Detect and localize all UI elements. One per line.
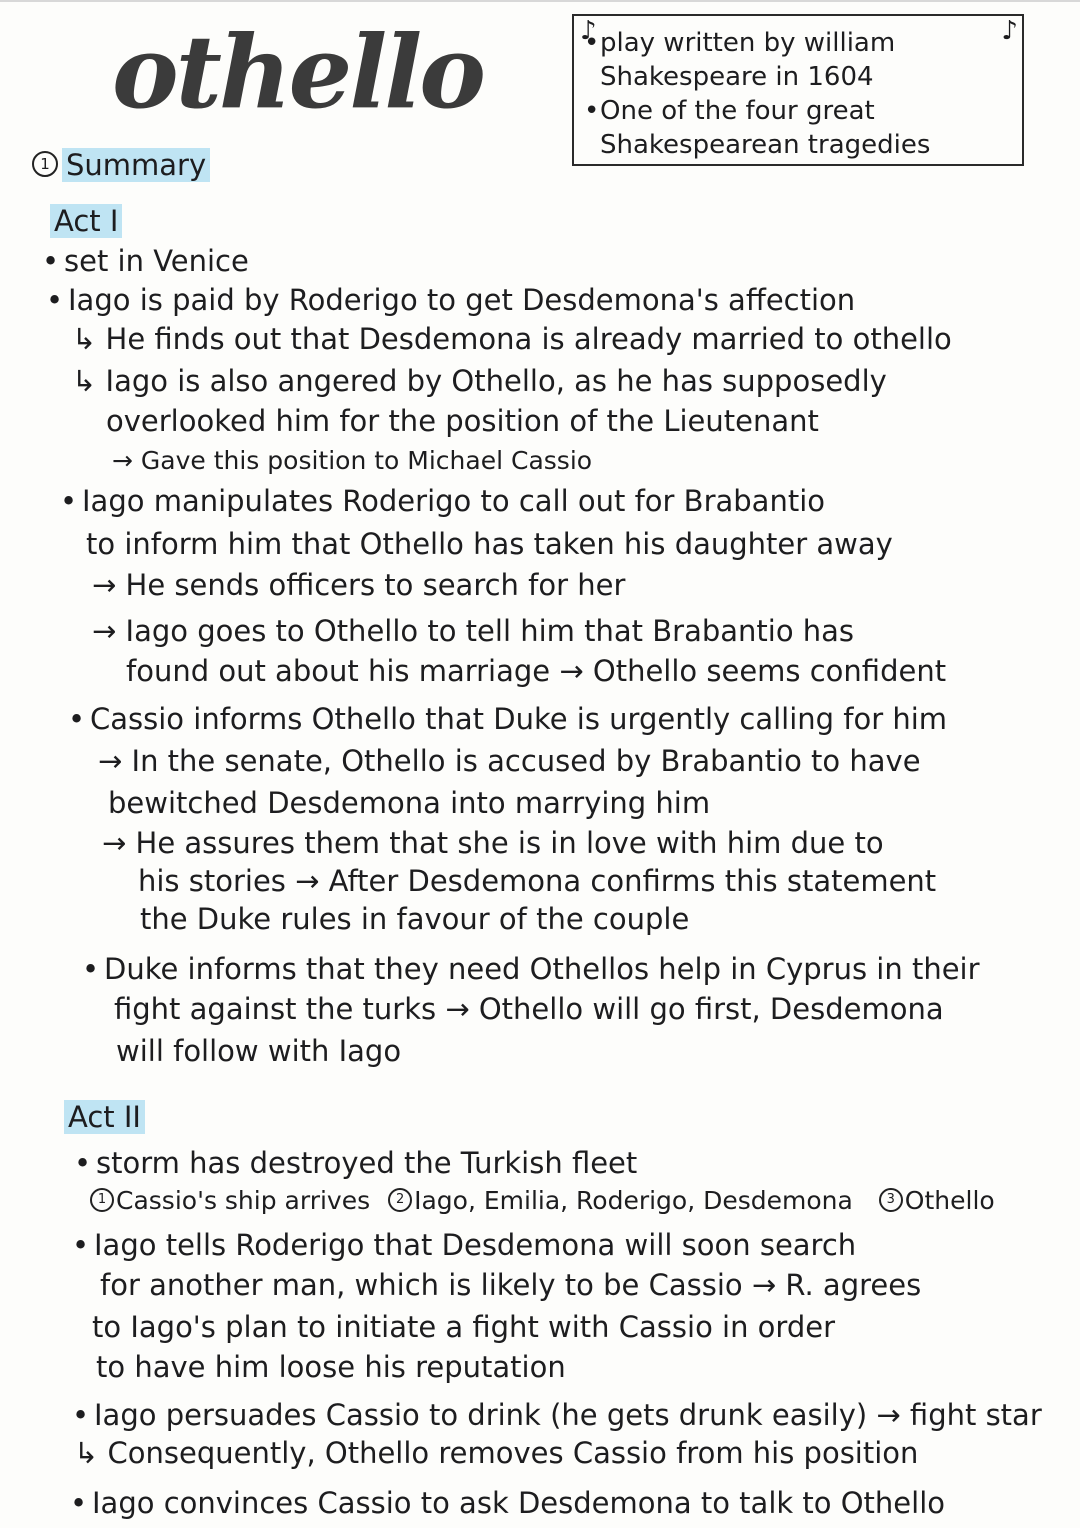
music-note-icon: ♪ [580,16,597,46]
section-number: 1 [32,151,58,177]
note-line: ↳ He finds out that Desdemona is already married to othello [72,322,952,356]
arrival-number: 1 [90,1188,114,1212]
info-box [572,14,1024,166]
ship-arrivals [90,1182,995,1220]
note-line: • Iago tells Roderigo that Desdemona will soon search [94,1226,856,1264]
info-line: • play written by william [600,26,1010,60]
note-line: • Iago convinces Cassio to ask Desdemona to talk to Othello [92,1484,945,1522]
note-line: to inform him that Othello has taken his daughter away [86,527,893,561]
note-line: ↳ Consequently, Othello removes Cassio from his position [74,1436,919,1470]
act1-heading [50,202,122,240]
info-line: Shakespeare in 1604 [600,62,874,92]
info-line: • One of the four great [600,94,1010,128]
note-line: ↳ Iago is also angered by Othello, as he has supposedly [72,364,887,398]
note-line: • Duke informs that they need Othellos help in Cyprus in their [104,950,980,988]
note-line: will follow with Iago [116,1034,402,1068]
note-line: → He sends officers to search for her [92,568,626,602]
note-line: for another man, which is likely to be Cassio → R. agrees [100,1268,922,1302]
note-line: found out about his marriage → Othello seems confident [126,654,947,688]
summary-heading [32,146,210,184]
note-line: → He assures them that she is in love with him due to [102,826,884,860]
note-line: → Iago goes to Othello to tell him that Brabantio has [92,614,855,648]
note-line: • Cassio informs Othello that Duke is urgently calling for him [90,700,947,738]
note-line: • storm has destroyed the Turkish fleet [96,1144,637,1182]
info-line: Shakespearean tragedies [600,130,931,160]
arrival-item: Iago, Emilia, Roderigo, Desdemona [414,1186,853,1215]
note-line: to Iago's plan to initiate a fight with Cassio in order [92,1310,836,1344]
note-line: fight against the turks → Othello will go first, Desdemona [114,992,944,1026]
note-line: • Iago manipulates Roderigo to call out for Brabantio [82,482,825,520]
summary-label: Summary [62,148,210,182]
note-line: • set in Venice [64,242,249,280]
page-title: othello [112,13,483,131]
note-line: bewitched Desdemona into marrying him [108,786,711,820]
music-note-icon: ♪ [1001,16,1018,46]
note-line: • Iago is paid by Roderigo to get Desdemona's affection [68,281,855,319]
note-line: to have him loose his reputation [96,1350,566,1384]
note-line: overlooked him for the position of the Lieutenant [106,404,819,438]
arrival-item: Othello [904,1186,995,1215]
arrival-number: 3 [879,1188,903,1212]
note-line: → In the senate, Othello is accused by Brabantio to have [98,744,921,778]
note-line: his stories → After Desdemona confirms this statement [138,864,937,898]
act1-heading-label: Act I [50,204,122,238]
act2-heading [64,1098,145,1136]
arrival-item: Cassio's ship arrives [116,1186,371,1215]
arrival-number: 2 [388,1188,412,1212]
note-line: → Gave this position to Michael Cassio [112,446,593,475]
note-line: • Iago persuades Cassio to drink (he gets drunk easily) → fight star [94,1396,1042,1434]
act2-heading-label: Act II [64,1100,145,1134]
top-rule [0,0,1080,2]
note-line: the Duke rules in favour of the couple [140,902,690,936]
